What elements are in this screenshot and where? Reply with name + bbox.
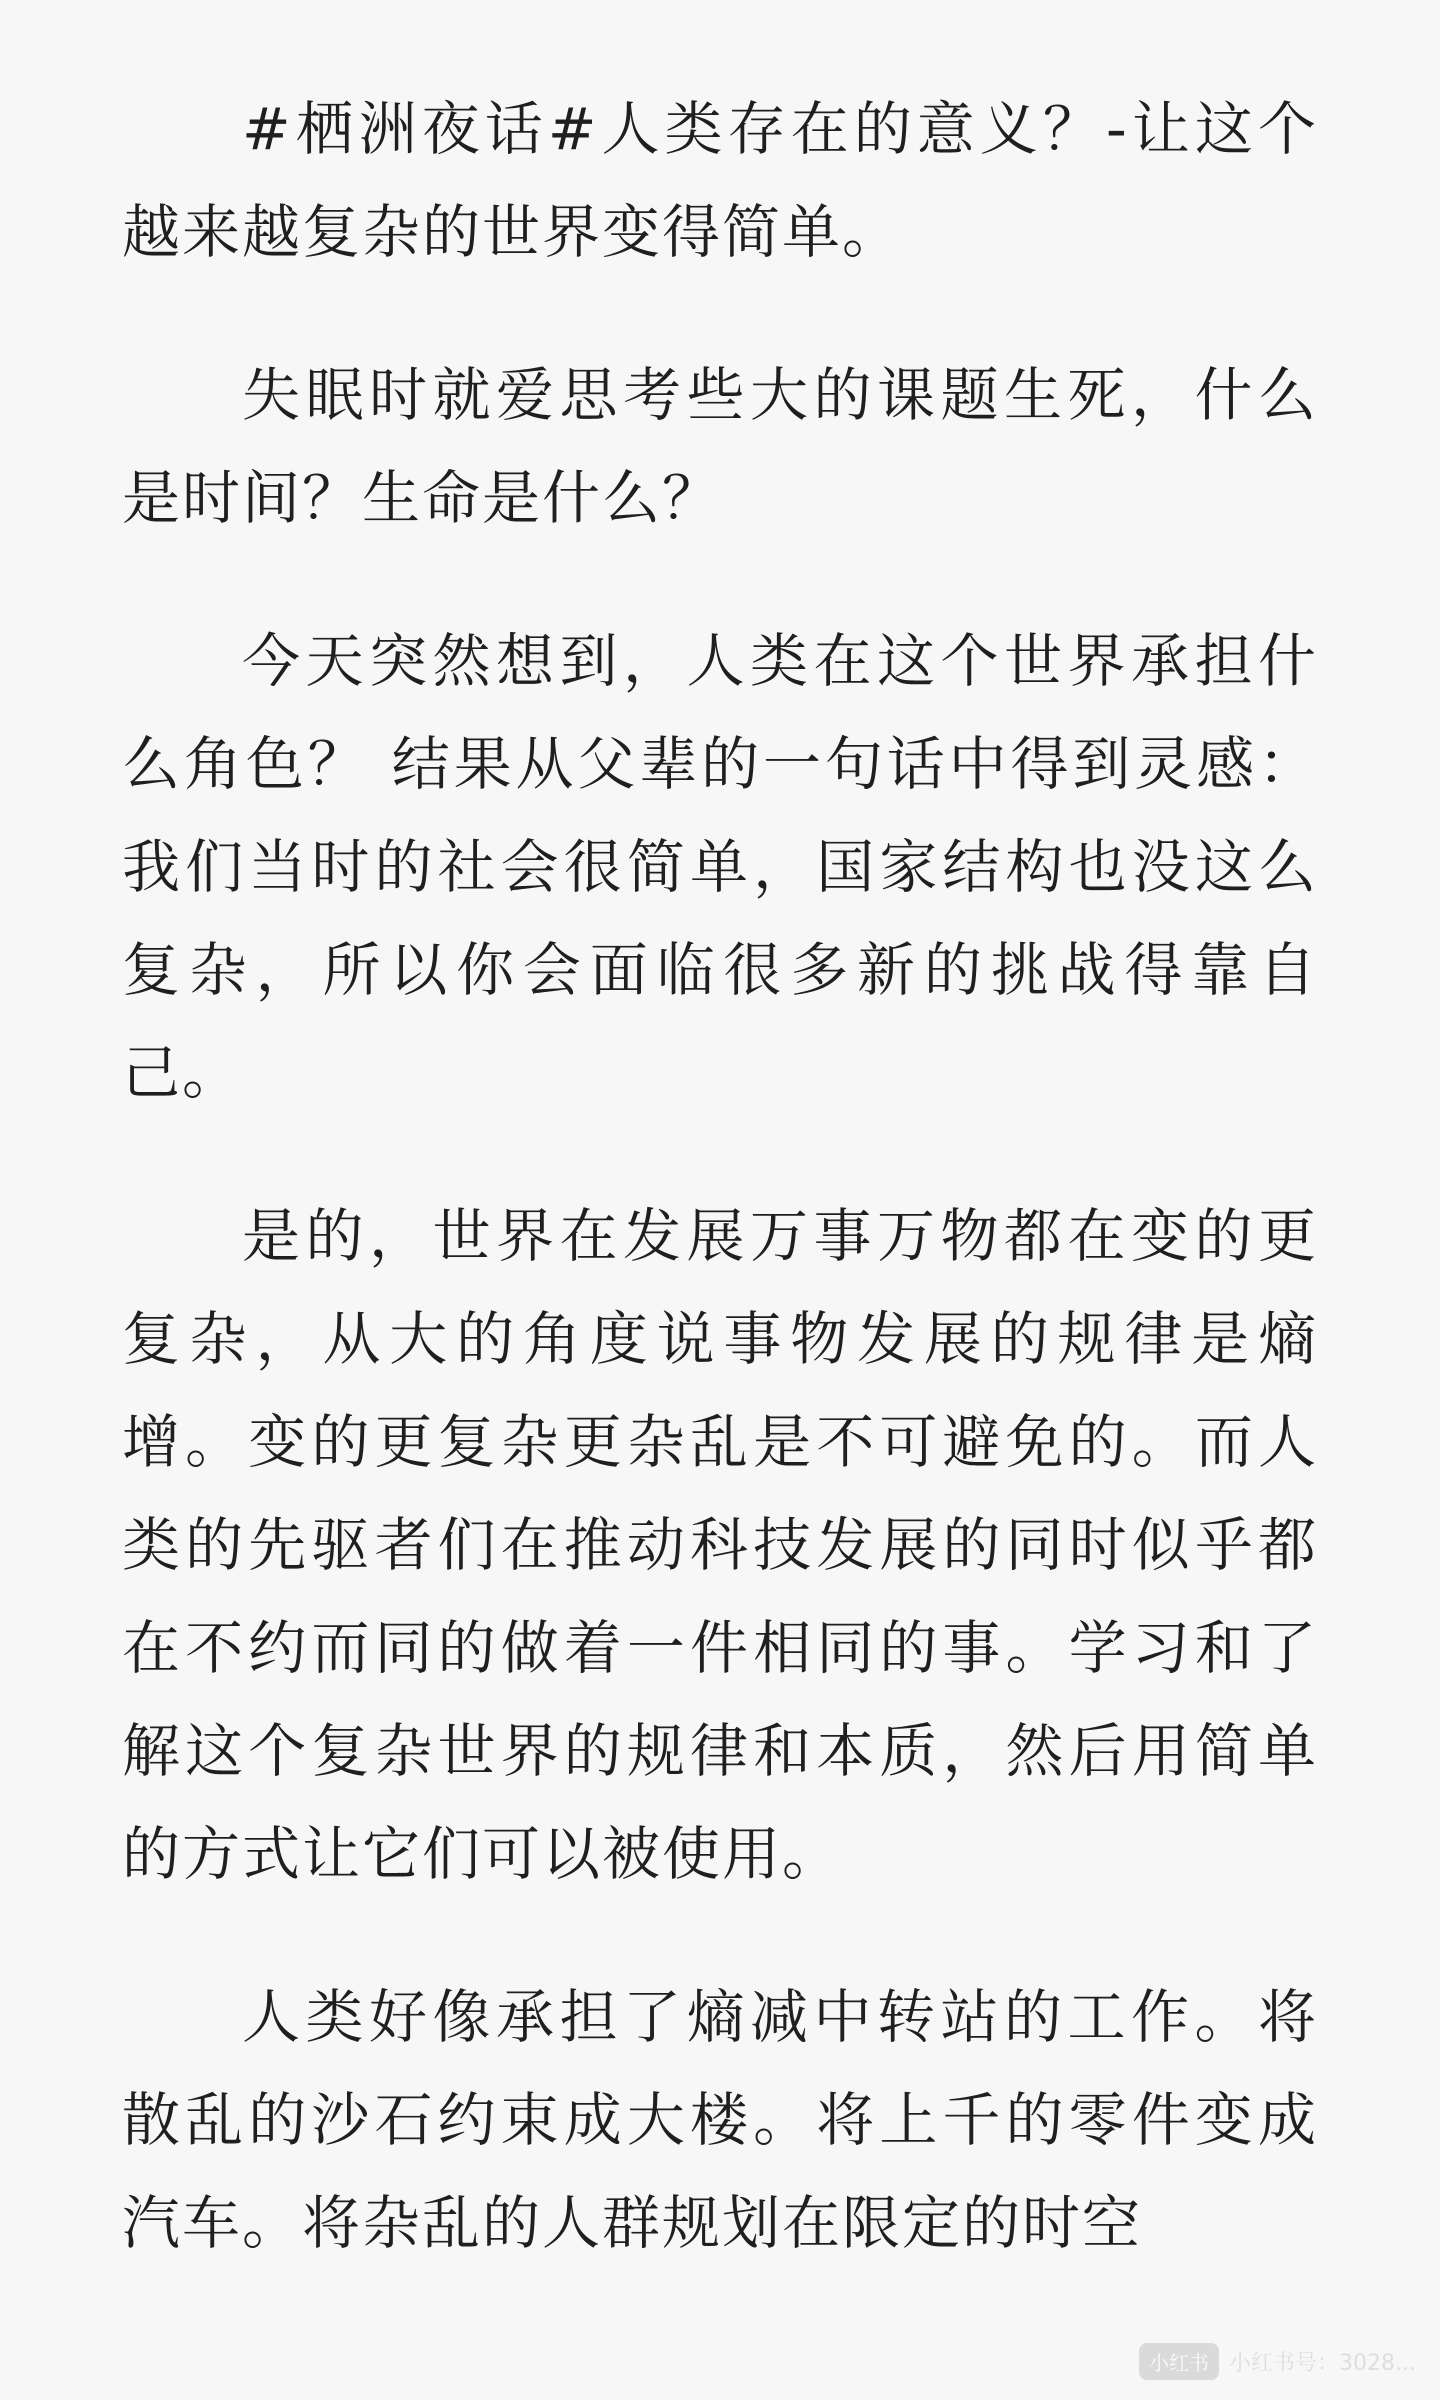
paragraph-2: 失眠时就爱思考些大的课题生死，什么是时间？生命是什么？: [122, 361, 1318, 532]
paragraph-3: 今天突然想到，人类在这个世界承担什么角色？ 结果从父辈的一句话中得到灵感：我们当时的社会很简单，国家结构也没这么复杂，所以你会面临很多新的挑战得靠自己。: [122, 627, 1318, 1107]
paragraph-4: 是的，世界在发展万事万物都在变的更复杂，从大的角度说事物发展的规律是熵增。变的更复杂更杂乱是不可避免的。而人类的先驱者们在推动科技发展的同时似乎都在不约而同的做着一件相同的事。学习和了解这个复杂世界的规律和本质，然后用简单的方式让它们可以被使用。: [122, 1202, 1318, 1888]
watermark: [1139, 2343, 1416, 2380]
watermark-logo: 小红书: [1139, 2343, 1219, 2380]
paragraph-1: #栖洲夜话#人类存在的意义？-让这个越来越复杂的世界变得简单。: [122, 95, 1318, 266]
watermark-text: 小红书号：3028...: [1229, 2351, 1416, 2376]
paragraph-5: 人类好像承担了熵减中转站的工作。将散乱的沙石约束成大楼。将上千的零件变成汽车。将杂乱的人群规划在限定的时空: [122, 1983, 1318, 2257]
article-body: [122, 78, 1318, 2335]
